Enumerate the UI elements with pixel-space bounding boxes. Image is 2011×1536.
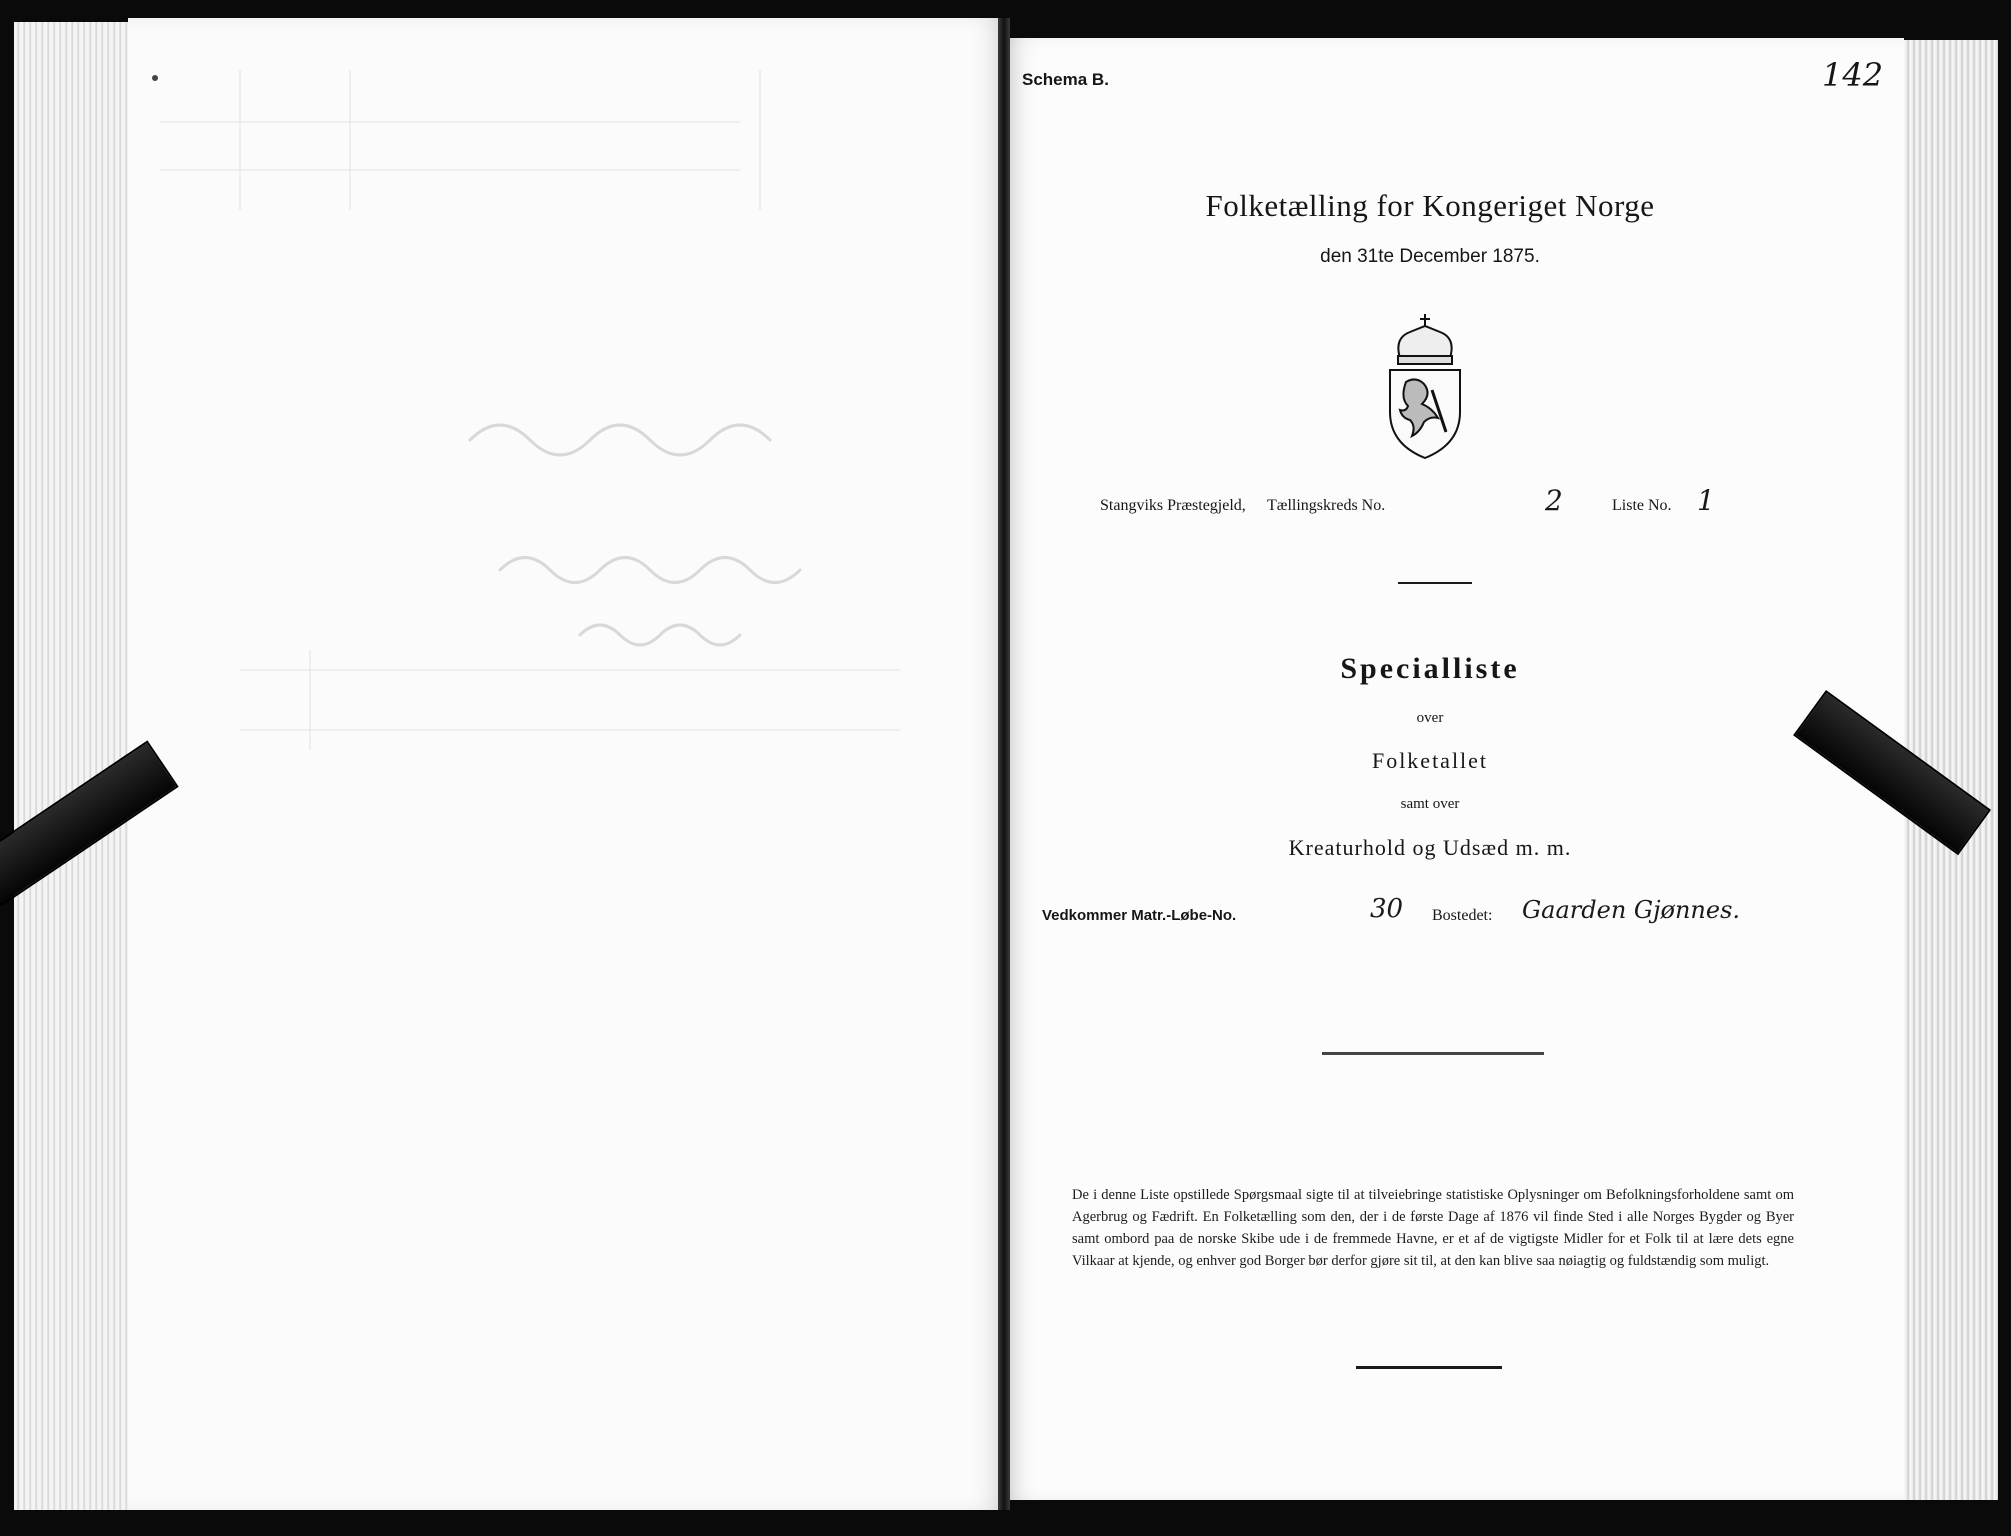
specialliste-heading: Specialliste <box>1340 652 1520 685</box>
matrikkel-value: 30 <box>1370 894 1404 924</box>
explanatory-paragraph: De i denne Liste opstillede Spørgsmaal sigte til at tilveiebringe statistiske Oplysninger om Befolkningsforholdene samt om Agerbrug og Fædrift. En Folketælling som den, der i de første Dage af 1876 vil finde Sted i alle Norges Bygder og Byer samt ombord paa de norske Skibe ude i de fremmede Havne, er et af de vigtigste Midler for et Folk til at lære dets egne Vilkaar at kjende, og enhver god Borger bør derfor gjøre sit til, at den kan blive saa nøiagtig og fuldstændig som muligt. <box>1072 1187 1794 1269</box>
bosted-label: Bostedet: <box>1432 907 1493 924</box>
norwegian-coat-of-arms-icon <box>1370 312 1480 462</box>
matrikkel-label: Vedkommer Matr.-Løbe-No. <box>1042 907 1237 924</box>
liste-label: Liste No. <box>1612 497 1672 514</box>
bosted-value: Gaarden Gjønnes. <box>1522 896 1741 924</box>
kreds-number-value: 2 <box>1545 484 1563 517</box>
samt-over-text: samt over <box>1400 796 1460 812</box>
book-gutter <box>998 18 1010 1510</box>
kreaturhold-heading: Kreaturhold og Udsæd m. m. <box>1288 835 1572 860</box>
over-text: over <box>1416 710 1444 726</box>
kreds-label: Tællingskreds No. <box>1267 497 1386 514</box>
census-date: den 31te December 1875. <box>1320 246 1540 267</box>
divider-middle <box>1322 1052 1544 1055</box>
schema-label: Schema B. <box>1022 70 1109 89</box>
liste-number-value: 1 <box>1697 484 1715 517</box>
left-page-bleed-through <box>140 30 990 1490</box>
folketallet-heading: Folketallet <box>1371 748 1489 773</box>
divider-short <box>1398 582 1472 584</box>
page-number: 142 <box>1822 56 1884 94</box>
prestegjeld-label: Stangviks Præstegjeld, <box>1100 497 1246 514</box>
divider-bottom <box>1356 1366 1502 1369</box>
document-title: Folketælling for Kongeriget Norge <box>1205 188 1655 223</box>
